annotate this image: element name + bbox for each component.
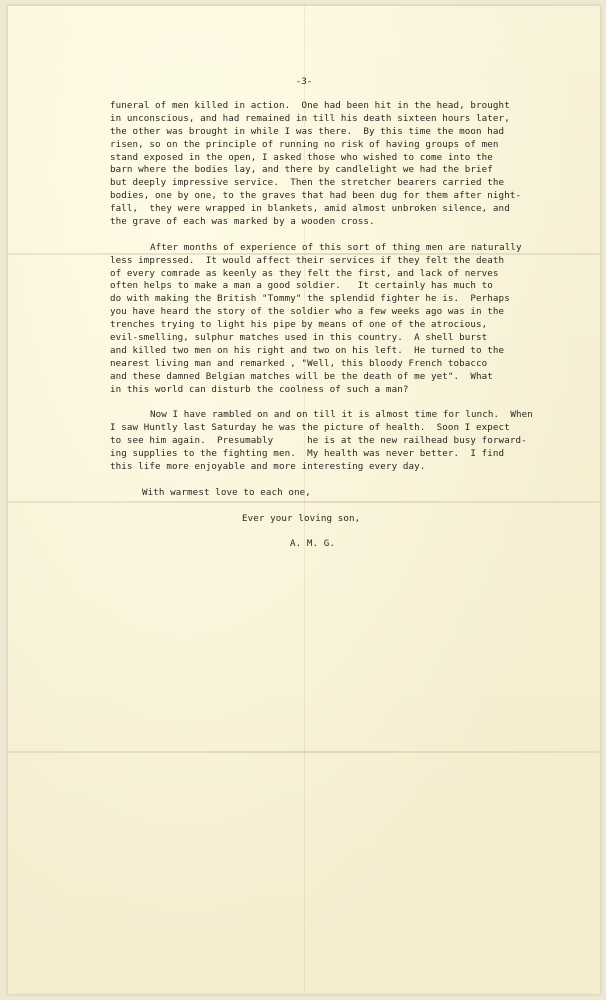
text-line: do with making the British "Tommy" the splendid fighter he is. Perhaps [110,293,510,305]
text-line: I saw Huntly last Saturday he was the picture of health. Soon I expect [110,422,510,434]
paragraph-3 [110,409,570,473]
text-line: bodies, one by one, to the graves that had been dug for them after night- [110,190,522,202]
text-line: After months of experience of this sort of thing men are naturally [150,241,522,253]
closing-line: With warmest love to each one, [142,486,311,498]
text-line: fall, they were wrapped in blankets, amid almost unbroken silence, and [110,203,510,215]
text-line: often helps to make a man a good soldier. It certainly has much to [110,280,493,292]
text-line: risen, so on the principle of running no risk of having groups of men [110,138,499,150]
text-line: but deeply impressive service. Then the stretcher bearers carried the [110,177,505,189]
text-line: the grave of each was marked by a wooden cross. [110,216,375,228]
text-line: of every comrade as keenly as they felt the first, and lack of nerves [110,267,499,279]
paragraph-2 [110,242,570,397]
text-line: less impressed. It would affect their services if they felt the death [110,254,505,266]
text-line: in unconscious, and had remained in till his death sixteen hours later, [110,112,510,124]
text-line: in this world can disturb the coolness of such a man? [110,383,409,395]
text-line: this life more enjoyable and more interesting every day. [110,460,426,472]
valediction: Ever your loving son, [242,512,361,524]
text-line: to see him again. Presumably he is at the new railhead busy forward- [110,435,527,447]
text-line: trenches trying to light his pipe by means of one of the atrocious, [110,319,488,331]
text-line: funeral of men killed in action. One had been hit in the head, brought [110,100,510,111]
text-line: ing supplies to the fighting men. My health was never better. I find [110,448,505,460]
text-line: Now I have rambled on and on till it is almost time for lunch. When [150,409,533,421]
letter-page [8,6,600,994]
text-line: evil-smelling, sulphur matches used in this country. A shell burst [110,332,488,344]
text-line: nearest living man and remarked , "Well, this bloody French tobacco [110,357,488,369]
text-line: the other was brought in while I was there. By this time the moon had [110,125,505,137]
text-line: barn where the bodies lay, and there by candlelight we had the brief [110,164,493,176]
text-line: and these damned Belgian matches will be the death of me yet". What [110,370,493,382]
signature-initials: A. M. G. [290,538,336,550]
page-number: -3- [295,76,313,87]
paragraph-1 [110,100,570,229]
text-line: you have heard the story of the soldier who a few weeks ago was in the [110,306,505,318]
text-line: stand exposed in the open, I asked those who wished to come into the [110,151,493,163]
letter-body [110,100,570,551]
text-line: and killed two men on his right and two on his left. He turned to the [110,344,505,356]
